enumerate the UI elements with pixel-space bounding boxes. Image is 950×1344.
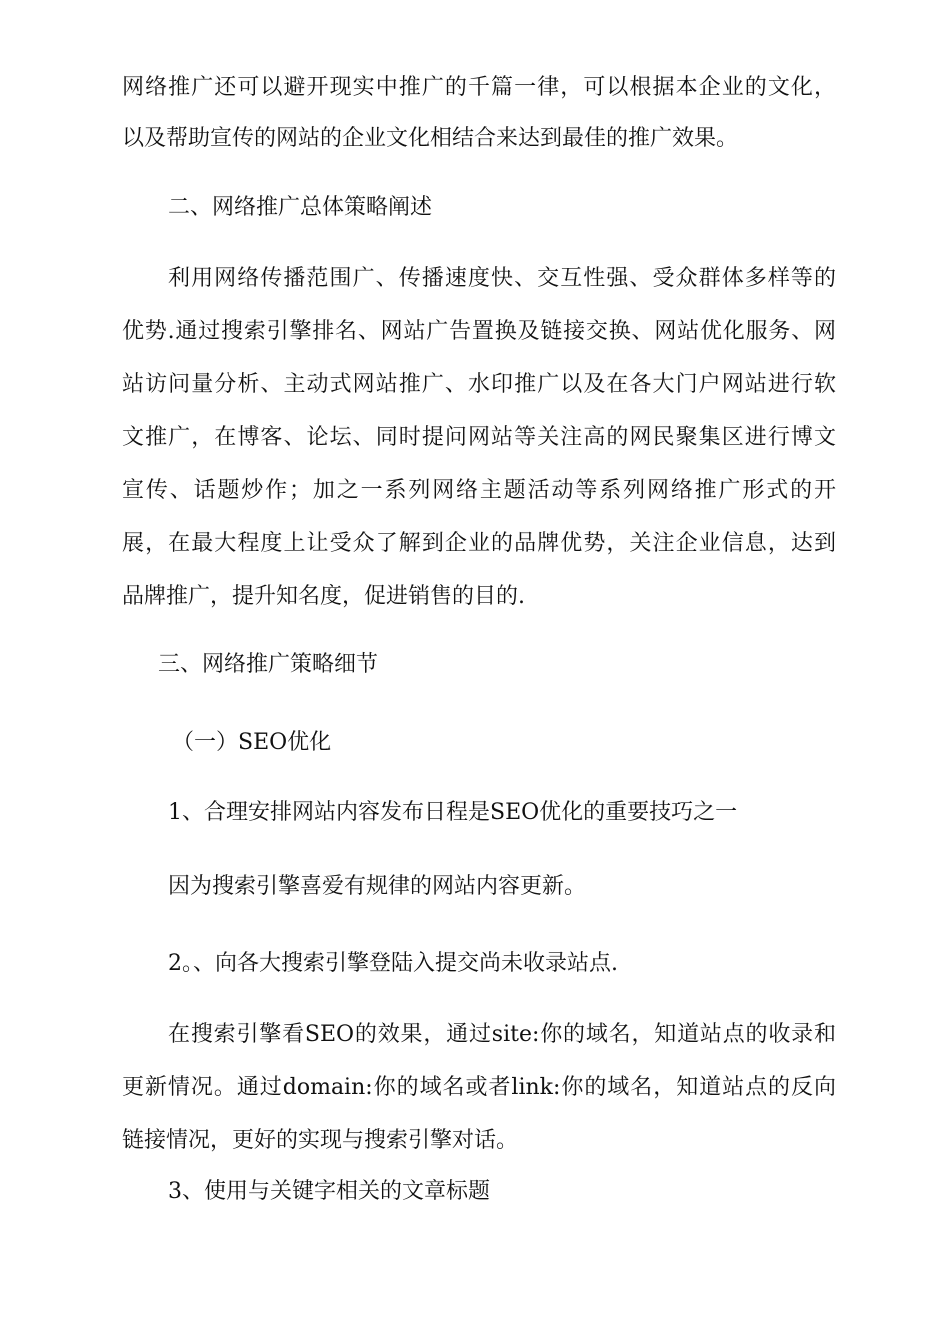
section2-line-2: 优势.通过搜索引擎排名、网站广告置换及链接交换、网站优化服务、网 [122, 319, 836, 344]
intro-line-1: 网络推广还可以避开现实中推广的千篇一律，可以根据本企业的文化， [122, 75, 836, 100]
section3-heading: 三、网络推广策略细节 [158, 652, 379, 677]
section2-line-6: 展，在最大程度上让受众了解到企业的品牌优势，关注企业信息，达到 [122, 531, 836, 556]
item1-text: 因为搜索引擎喜爱有规律的网站内容更新。 [168, 874, 587, 899]
item2-line-2: 更新情况。通过domain:你的域名或者link:你的域名，知道站点的反向 [122, 1075, 836, 1100]
section2-line-3: 站访问量分析、主动式网站推广、水印推广以及在各大门户网站进行软 [122, 372, 836, 397]
item3-title: 3、使用与关键字相关的文章标题 [168, 1179, 490, 1204]
section2-line-4: 文推广，在博客、论坛、同时提问网站等关注高的网民聚集区进行博文 [122, 425, 836, 450]
section2-line-1: 利用网络传播范围广、传播速度快、交互性强、受众群体多样等的 [168, 266, 836, 291]
section2-line-5: 宣传、话题炒作；加之一系列网络主题活动等系列网络推广形式的开 [122, 478, 836, 503]
item2-title: 2。、向各大搜索引擎登陆入提交尚未收录站点. [168, 951, 618, 976]
item2-line-3: 链接情况，更好的实现与搜索引擎对话。 [122, 1128, 519, 1153]
section2-line-7: 品牌推广，提升知名度，促进销售的目的. [122, 584, 525, 609]
item1-title: 1、合理安排网站内容发布日程是SEO优化的重要技巧之一 [168, 800, 738, 825]
intro-line-2: 以及帮助宣传的网站的企业文化相结合来达到最佳的推广效果。 [122, 126, 739, 151]
item2-line-1: 在搜索引擎看SEO的效果，通过site:你的域名，知道站点的收录和 [168, 1022, 836, 1047]
sub1-heading: （一）SEO优化 [172, 730, 332, 755]
section2-heading: 二、网络推广总体策略阐述 [168, 195, 433, 220]
